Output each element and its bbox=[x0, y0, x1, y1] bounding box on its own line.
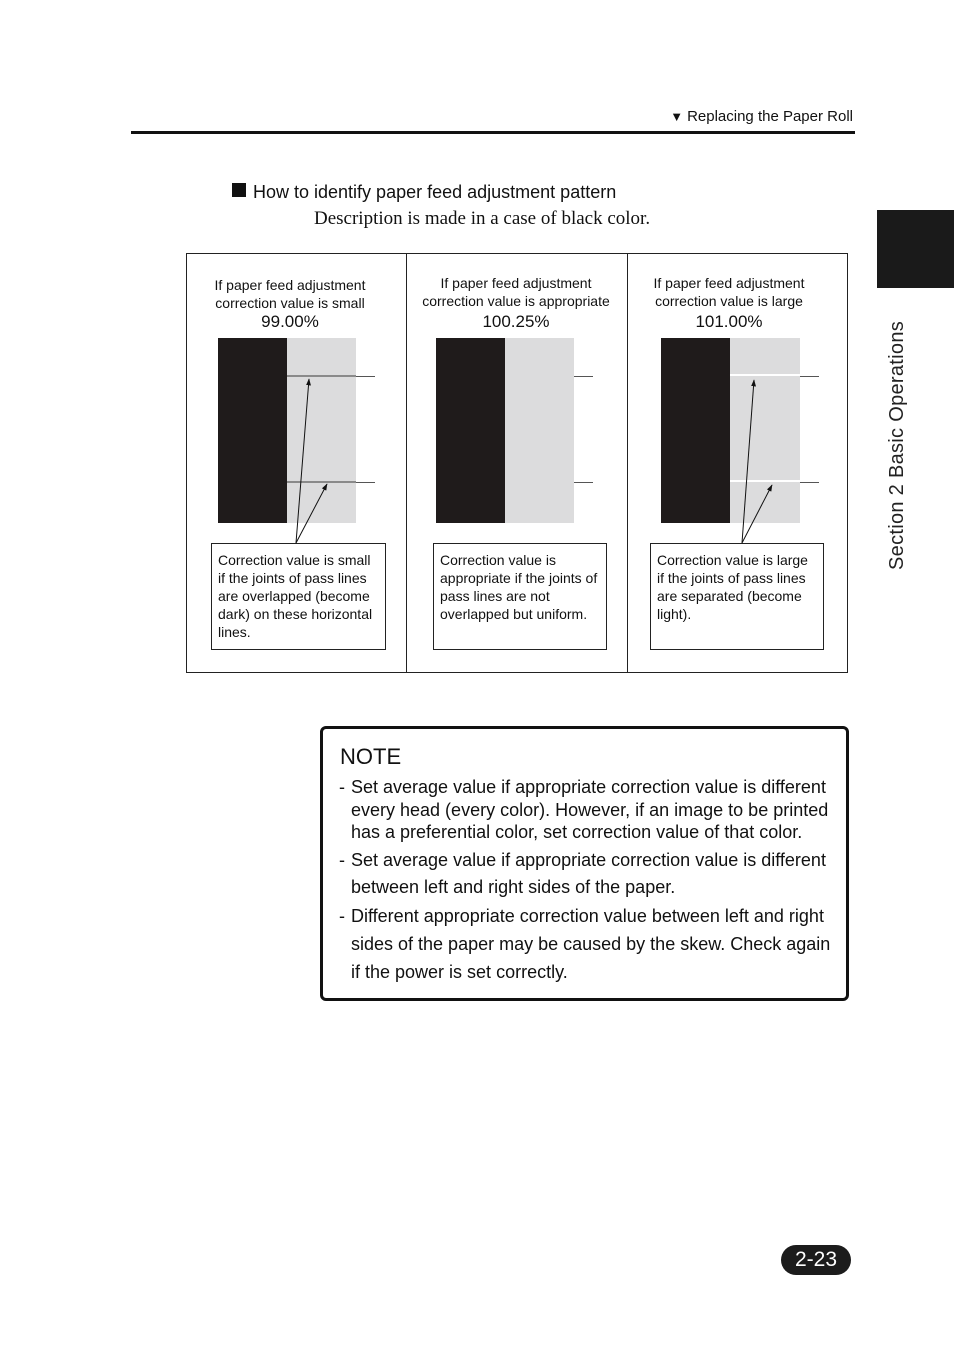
arrow-line bbox=[742, 485, 772, 543]
note-dash: - bbox=[339, 850, 345, 870]
note-item bbox=[339, 776, 839, 844]
arrow-line bbox=[742, 380, 754, 543]
note-line: has a preferential color, set correction value of that color. bbox=[351, 822, 803, 842]
arrow-line bbox=[296, 484, 327, 543]
correction-value: 99.00% bbox=[261, 312, 319, 331]
note-line: if the power is set correctly. bbox=[351, 962, 568, 982]
note-item-text bbox=[351, 902, 839, 986]
arrow-line bbox=[296, 379, 309, 543]
column-heading-line: correction value is appropriate bbox=[422, 293, 610, 309]
note-item bbox=[339, 902, 839, 986]
note-dash: - bbox=[339, 777, 345, 797]
correction-value: 100.25% bbox=[482, 312, 550, 331]
note-dash: - bbox=[339, 906, 345, 926]
explanation-box: Correction value is appropriate if the joints of pass lines are not overlapped but uniform. bbox=[433, 543, 607, 650]
correction-value: 101.00% bbox=[695, 312, 763, 331]
note-item-text bbox=[351, 776, 839, 844]
note-line: sides of the paper may be caused by the skew. Check again bbox=[351, 934, 831, 954]
section-tab-label: Section 2 Basic Operations bbox=[886, 320, 908, 570]
note-line: every head (every color). However, if an image to be printed bbox=[351, 799, 829, 820]
triangle-down-icon: ▼ bbox=[670, 109, 684, 124]
note-item-text bbox=[351, 847, 839, 901]
note-line: Different appropriate correction value between left and right bbox=[351, 906, 824, 926]
column-heading-line: correction value is large bbox=[655, 293, 803, 309]
page-number: 2-23 bbox=[781, 1245, 851, 1275]
note-item bbox=[339, 847, 839, 901]
section-description: Description is made in a case of black color. bbox=[314, 208, 651, 229]
column-heading-line: correction value is small bbox=[215, 295, 365, 311]
note-title: NOTE bbox=[340, 744, 402, 769]
running-header-title: Replacing the Paper Roll bbox=[687, 108, 853, 125]
column-heading-line: If paper feed adjustment bbox=[214, 277, 366, 293]
explanation-box: Correction value is large if the joints of pass lines are separated (become light). bbox=[650, 543, 824, 650]
column-heading-line: If paper feed adjustment bbox=[653, 275, 805, 291]
section-title: How to identify paper feed adjustment pattern bbox=[253, 182, 617, 202]
column-heading-line: If paper feed adjustment bbox=[440, 275, 592, 291]
note-line: between left and right sides of the paper. bbox=[351, 877, 676, 897]
note-line: Set average value if appropriate correction value is different bbox=[351, 850, 826, 870]
explanation-box: Correction value is small if the joints of pass lines are overlapped (become dark) on these horizontal lines. bbox=[211, 543, 386, 650]
note-line: Set average value if appropriate correction value is different bbox=[351, 777, 826, 797]
